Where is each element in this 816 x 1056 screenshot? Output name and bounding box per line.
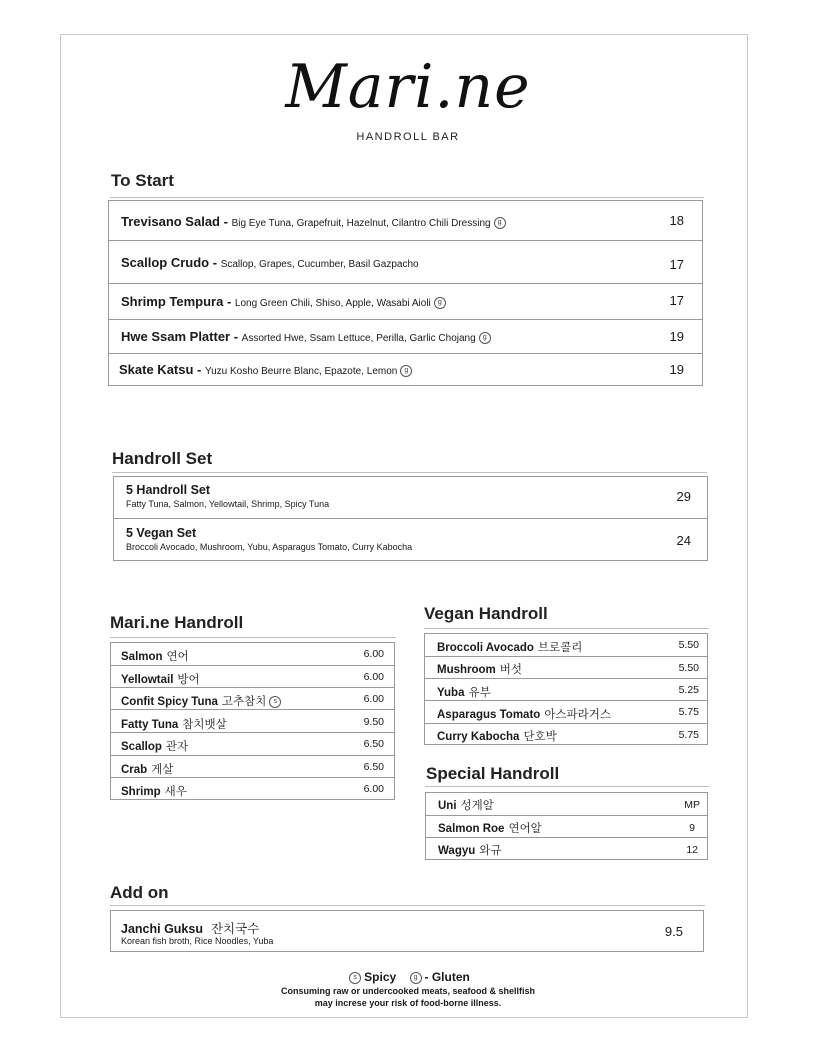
list-item <box>114 477 707 519</box>
list-item <box>425 679 707 701</box>
list-item <box>111 756 394 778</box>
item-price: 18 <box>669 213 684 228</box>
handroll-set-title: Handroll Set <box>112 449 213 468</box>
item-name: Janchi Guksu <box>121 922 203 936</box>
item-name: Yuba <box>437 687 465 699</box>
item-korean-name: 와규 <box>479 845 502 857</box>
item-name: Fatty Tuna <box>121 719 179 731</box>
item-price: 6.50 <box>363 761 384 773</box>
gluten-icon: g <box>434 297 446 309</box>
gluten-icon: g <box>410 972 422 984</box>
item-price: 6.00 <box>363 648 384 660</box>
gluten-icon: g <box>479 332 491 344</box>
item-korean-name: 잔치국수 <box>210 922 260 936</box>
item-name: Shrimp Tempura <box>121 294 224 309</box>
vegan-handroll-title: Vegan Handroll <box>424 604 548 623</box>
item-price: 9 <box>689 822 695 834</box>
item-price: 29 <box>676 489 691 504</box>
item-korean-name: 브로콜리 <box>537 642 583 654</box>
item-description: Assorted Hwe, Ssam Lettuce, Perilla, Garlic Chojang <box>241 333 476 344</box>
item-price: 19 <box>669 362 684 377</box>
marine-handroll-box <box>110 642 395 800</box>
item-name: Uni <box>438 800 457 812</box>
item-price: 5.75 <box>678 706 699 718</box>
item-korean-name: 관자 <box>165 741 189 753</box>
item-name: Mushroom <box>437 664 496 676</box>
to-start-rule <box>110 197 704 198</box>
spicy-icon: s <box>349 972 361 984</box>
spicy-label: Spicy <box>364 970 397 984</box>
special-handroll-box <box>425 792 708 860</box>
item-name: Curry Kabocha <box>437 731 520 743</box>
item-price: 5.75 <box>678 729 699 741</box>
list-item <box>426 816 707 838</box>
item-korean-name: 단호박 <box>523 731 557 743</box>
item-name: Salmon Roe <box>438 823 505 835</box>
item-description: Broccoli Avocado, Mushroom, Yubu, Asparagus Tomato, Curry Kabocha <box>126 542 413 552</box>
vegan-handroll-box <box>424 633 708 745</box>
item-korean-name: 유부 <box>468 687 491 699</box>
restaurant-subtitle: HANDROLL BAR <box>356 131 460 143</box>
list-item <box>426 793 707 816</box>
gluten-icon: g <box>494 217 506 229</box>
list-item: Skate Katsu - Yuzu Kosho Beurre Blanc, Epazote, Lemon g 19 <box>119 362 684 377</box>
item-name: Crab <box>121 764 148 776</box>
item-description: Scallop, Grapes, Cucumber, Basil Gazpacho <box>220 259 419 270</box>
item-price: 12 <box>686 844 698 856</box>
item-price: 5.25 <box>678 684 699 696</box>
special-handroll-title: Special Handroll <box>426 764 560 783</box>
item-price: MP <box>684 799 700 811</box>
vegan-handroll-rule <box>424 628 709 629</box>
raw-food-warning-line-2: may increse your risk of food-borne illness. <box>314 998 502 1008</box>
item-price: 5.50 <box>678 639 699 651</box>
item-name: 5 Vegan Set <box>126 526 197 540</box>
list-item <box>425 724 707 745</box>
item-description: Korean fish broth, Rice Noodles, Yuba <box>121 936 274 946</box>
gluten-label: - Gluten <box>424 970 470 984</box>
add-on-rule <box>110 905 705 906</box>
item-name: Yellowtail <box>121 674 174 686</box>
item-name: Scallop Crudo <box>121 255 210 270</box>
restaurant-logo: Mari.ne <box>285 52 531 122</box>
list-item <box>114 519 707 561</box>
handroll-set-box <box>113 476 708 561</box>
item-price: 19 <box>669 329 684 344</box>
item-name: Shrimp <box>121 786 161 798</box>
item-price: 9.50 <box>363 716 384 728</box>
to-start-title: To Start <box>111 171 174 190</box>
list-item: Hwe Ssam Platter - Assorted Hwe, Ssam Lettuce, Perilla, Garlic Chojang g 19 <box>109 320 702 354</box>
item-korean-name: 고추참치 <box>221 696 267 708</box>
spicy-icon: s <box>269 696 281 708</box>
list-item <box>111 733 394 756</box>
item-description: Yuzu Kosho Beurre Blanc, Epazote, Lemon <box>204 366 398 377</box>
item-price: 6.00 <box>363 783 384 795</box>
item-price: 24 <box>676 533 691 548</box>
item-name: Asparagus Tomato <box>437 709 541 721</box>
list-item <box>111 688 394 710</box>
item-price: 17 <box>669 293 684 308</box>
add-on-box <box>110 910 704 952</box>
to-start-box <box>108 200 703 386</box>
handroll-set-rule <box>112 472 707 473</box>
gluten-icon: g <box>400 365 412 377</box>
list-item <box>425 634 707 657</box>
item-price: 5.50 <box>678 662 699 674</box>
item-korean-name: 방어 <box>177 674 200 686</box>
item-korean-name: 연어 <box>166 651 189 663</box>
special-handroll-rule <box>425 786 709 787</box>
raw-food-warning-line-1: Consuming raw or undercooked meats, seafood & shellfish <box>280 986 536 996</box>
item-name: Confit Spicy Tuna <box>121 696 218 708</box>
item-korean-name: 아스파라거스 <box>544 709 611 721</box>
add-on-title: Add on <box>110 883 169 902</box>
marine-handroll-title: Mari.ne Handroll <box>110 613 244 632</box>
item-description: Long Green Chili, Shiso, Apple, Wasabi Aioli <box>234 298 431 309</box>
item-name: Skate Katsu <box>119 362 194 377</box>
item-price: 6.00 <box>363 693 384 705</box>
item-korean-name: 연어알 <box>508 823 542 835</box>
list-item <box>111 666 394 688</box>
item-korean-name: 게살 <box>151 764 174 776</box>
item-korean-name: 참치뱃살 <box>182 719 227 731</box>
item-price: 17 <box>669 257 684 272</box>
list-item: Scallop Crudo - Scallop, Grapes, Cucumber, Basil Gazpacho 17 <box>109 241 702 284</box>
item-name: Salmon <box>121 651 163 663</box>
list-item <box>111 778 394 800</box>
item-korean-name: 성게알 <box>460 800 494 812</box>
item-name: Scallop <box>121 741 162 753</box>
item-name: Trevisano Salad <box>121 214 220 229</box>
list-item <box>111 710 394 733</box>
marine-handroll-rule <box>110 637 396 638</box>
list-item <box>425 657 707 679</box>
item-price: 6.00 <box>363 671 384 683</box>
item-price: 9.5 <box>664 924 683 939</box>
list-item: Trevisano Salad - Big Eye Tuna, Grapefruit, Hazelnut, Cilantro Chili Dressing g 18 <box>109 201 702 241</box>
list-item <box>111 643 394 666</box>
item-name: 5 Handroll Set <box>126 483 211 497</box>
item-name: Broccoli Avocado <box>437 642 534 654</box>
item-description: Big Eye Tuna, Grapefruit, Hazelnut, Cilantro Chili Dressing <box>231 218 491 229</box>
item-name: Hwe Ssam Platter <box>121 329 231 344</box>
legend <box>0 970 816 984</box>
list-item <box>426 838 707 860</box>
list-item: Shrimp Tempura - Long Green Chili, Shiso, Apple, Wasabi Aioli g 17 <box>109 284 702 320</box>
list-item <box>425 701 707 724</box>
item-price: 6.50 <box>363 738 384 750</box>
item-korean-name: 버섯 <box>499 664 522 676</box>
item-description: Fatty Tuna, Salmon, Yellowtail, Shrimp, Spicy Tuna <box>126 499 330 509</box>
item-korean-name: 새우 <box>164 786 187 798</box>
item-name: Wagyu <box>438 845 476 857</box>
